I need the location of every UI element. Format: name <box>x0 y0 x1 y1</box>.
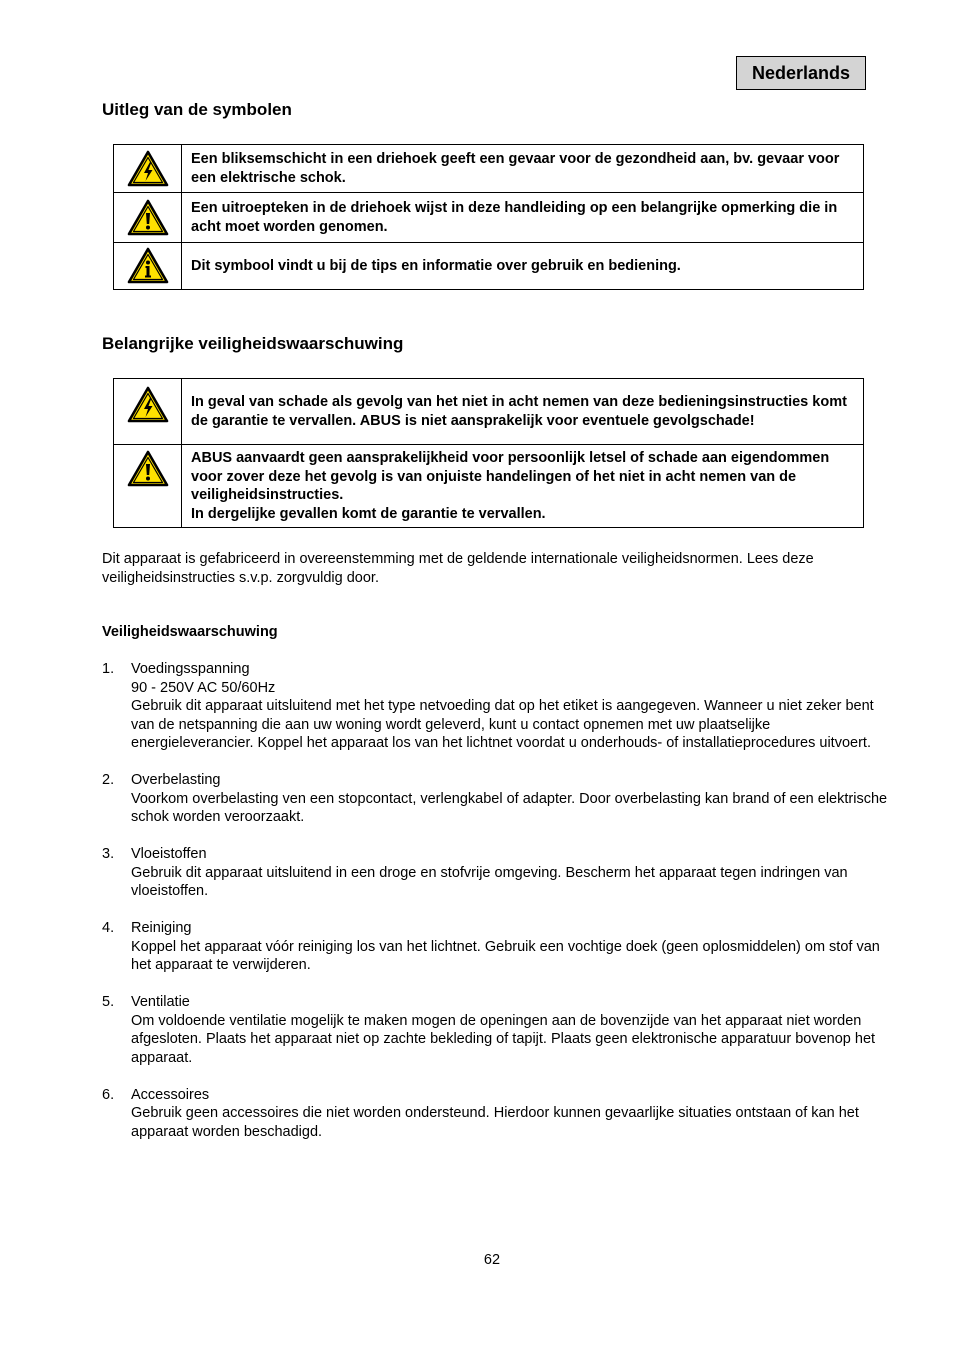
symbols-row-text: Een uitroepteken in de driehoek wijst in deze handleiding op een belangrijke opmerking die in acht moet worden genomen. <box>182 193 864 243</box>
list-item <box>102 1086 892 1142</box>
list-item-title: Vloeistoffen <box>131 846 207 862</box>
list-item-number: 4. <box>102 920 115 936</box>
list-item-title: Overbelasting <box>131 772 221 788</box>
safety-section-title: Belangrijke veiligheidswaarschuwing <box>102 334 404 353</box>
safety-row <box>114 379 864 445</box>
list-item <box>102 845 892 901</box>
list-item-title: Accessoires <box>131 1086 210 1103</box>
safety-row-text-warranty: In dergelijke gevallen komt de garantie te vervallen. <box>191 505 546 522</box>
list-item-text: Gebruik geen accessoires die niet worden ondersteund. Hierdoor kunnen gevaarlijke situaties ontstaan of kan het apparaat worden beschadigd. <box>131 1105 859 1140</box>
safety-row <box>114 445 864 528</box>
list-item <box>102 771 892 827</box>
list-item-text: Om voldoende ventilatie mogelijk te maken mogen de openingen aan de bovenzijde van het apparaat niet worden afgesloten. Plaats het apparaat niet op zachte bekleding of tapijt. Plaats geen elektronische apparatuur bovenop het apparaat. <box>131 1012 876 1066</box>
list-item-number: 3. <box>102 846 115 862</box>
symbols-section-title: Uitleg van de symbolen <box>102 100 292 119</box>
list-item <box>102 919 892 975</box>
list-item-title: Voedingsspanning <box>131 661 250 677</box>
list-item-title: Ventilatie <box>131 994 190 1010</box>
list-item-number: 5. <box>102 994 115 1010</box>
language-badge: Nederlands <box>736 56 866 90</box>
list-item-number: 6. <box>102 1086 115 1103</box>
list-item-text: Koppel het apparaat vóór reiniging los van het lichtnet. Gebruik een vochtige doek (geen oplosmiddelen) om stof van het apparaat te verwijderen. <box>131 938 880 973</box>
exclamation-warning-icon <box>126 449 170 489</box>
list-item-title: Reiniging <box>131 920 192 936</box>
list-item <box>102 993 892 1067</box>
symbols-row <box>114 145 864 193</box>
list-item-text: Voorkom overbelasting ven een stopcontact, verlengkabel of adapter. Door overbelasting kan brand of een elektrische schok worden veroorzaakt. <box>131 790 888 825</box>
safety-table <box>113 378 864 528</box>
lightning-warning-icon <box>126 385 170 425</box>
list-item-text: Gebruik dit apparaat uitsluitend met het type netvoeding dat op het etiket is aangegeven. Wanneer u niet zeker bent van de netspanning die aan uw woning wordt geleverd, kunt u contact opnemen met uw plaatselijke energieleverancier. Koppel het apparaat los van het lichtnet voordat u onderhouds- of installatieprocedures uitvoert. <box>131 698 874 751</box>
list-item <box>102 660 892 753</box>
symbols-table <box>113 144 864 290</box>
symbols-row-text: Een bliksemschicht in een driehoek geeft een gevaar voor de gezondheid aan, bv. gevaar voor een elektrische schok. <box>182 145 864 193</box>
list-item-subtitle: 90 - 250V AC 50/60Hz <box>131 679 276 696</box>
list-item-number: 2. <box>102 772 115 788</box>
safety-row-text: ABUS aanvaardt geen aansprakelijkheid voor persoonlijk letsel of schade aan eigendommen voor zover deze het gevolg is van onjuiste handelingen of het niet in acht nemen van de veiligheidsinstructies. <box>191 450 830 503</box>
list-item-number: 1. <box>102 661 115 677</box>
symbols-row <box>114 193 864 243</box>
warnings-title: Veiligheidswaarschuwing <box>102 624 278 640</box>
safety-row-text: In geval van schade als gevolg van het niet in acht nemen van deze bedieningsinstructies komt de garantie te vervallen. ABUS is niet aansprakelijk voor eventuele gevolgschade! <box>182 379 864 445</box>
lightning-warning-icon <box>126 149 170 189</box>
page-number: 62 <box>483 1252 501 1268</box>
info-warning-icon <box>126 246 170 286</box>
warnings-list <box>102 660 892 1160</box>
exclamation-warning-icon <box>126 198 170 238</box>
intro-paragraph: Dit apparaat is gefabriceerd in overeenstemming met de geldende internationale veiligheidsnormen. Lees deze veiligheidsinstructies s.v.p. zorgvuldig door. <box>102 551 814 586</box>
symbols-row <box>114 243 864 290</box>
list-item-text: Gebruik dit apparaat uitsluitend in een droge en stofvrije omgeving. Bescherm het apparaat tegen indringen van vloeistoffen. <box>131 864 848 899</box>
symbols-row-text: Dit symbool vindt u bij de tips en informatie over gebruik en bediening. <box>182 243 864 290</box>
